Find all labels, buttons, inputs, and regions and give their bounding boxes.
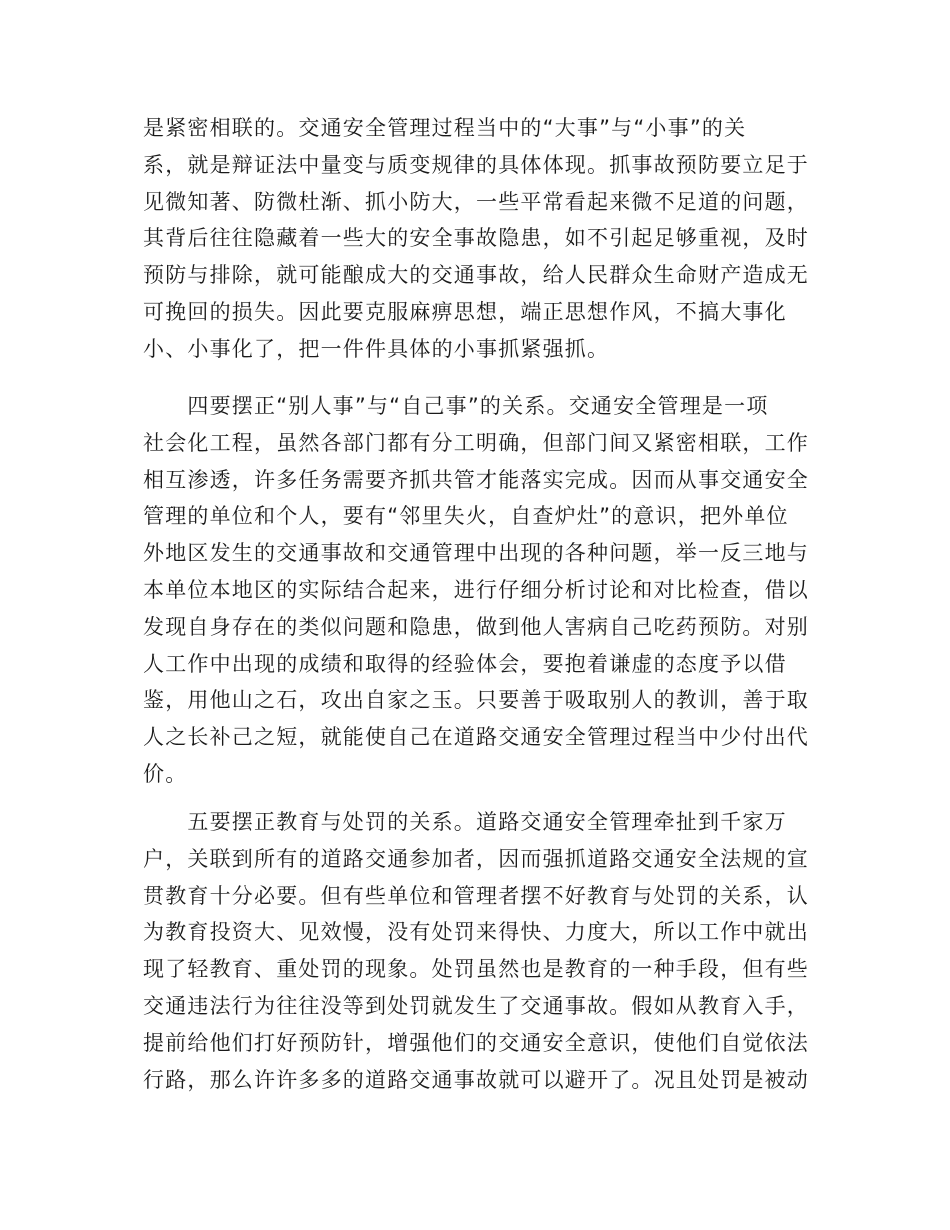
text-line: 四要摆正“别人事”与“自己事”的关系。交通安全管理是一项 [143,394,769,418]
text-line: 可挽回的损失。因此要克服麻痹思想，端正思想作风，不搞大事化 [143,299,787,324]
text-line: 预防与排除，就可能酿成大的交通事故，给人民群众生命财产造成无 [143,263,809,288]
text-line: 提前给他们打好预防针，增强他们的交通安全意识，使他们自觉依法 [143,1030,809,1055]
text-line: 其背后往往隐藏着一些大的安全事故隐患，如不引起足够重视，及时 [143,226,809,251]
text-line: 社会化工程，虽然各部门都有分工明确，但部门间又紧密相联，工作 [143,430,809,455]
text-line: 现了轻教育、重处罚的现象。处罚虽然也是教育的一种手段，但有些 [143,957,809,982]
text-line: 是紧密相联的。交通安全管理过程当中的“大事”与“小事”的关 [143,116,747,140]
text-line: 鉴，用他山之石，攻出自家之玉。只要善于吸取别人的教训，善于取 [143,688,809,713]
text-line: 五要摆正教育与处罚的关系。道路交通安全管理牵扯到千家万 [143,810,787,834]
text-line: 交通违法行为往往没等到处罚就发生了交通事故。假如从教育入手， [143,993,809,1018]
paragraph-2 [143,388,810,793]
text-line: 外地区发生的交通事故和交通管理中出现的各种问题，举一反三地与 [143,541,809,566]
text-line: 发现自身存在的类似问题和隐患，做到他人害病自己吃药预防。对别 [143,614,809,639]
paragraph-3 [143,804,810,1098]
paragraph-1 [143,110,810,368]
text-line: 管理的单位和个人，要有“邻里失火，自查炉灶”的意识，把外单位 [143,504,789,529]
text-line: 本单位本地区的实际结合起来，进行仔细分析讨论和对比检查，借以 [143,577,809,602]
text-line: 贯教育十分必要。但有些单位和管理者摆不好教育与处罚的关系，认 [143,883,809,908]
text-line: 价。 [143,761,188,786]
text-line: 人之长补己之短，就能使自己在道路交通安全管理过程当中少付出代 [143,725,809,750]
text-line: 系，就是辩证法中量变与质变规律的具体体现。抓事故预防要立足于 [143,152,809,177]
text-line: 相互渗透，许多任务需要齐抓共管才能落实完成。因而从事交通安全 [143,467,809,492]
text-line: 行路，那么许许多多的道路交通事故就可以避开了。况且处罚是被动 [143,1067,809,1092]
text-line: 见微知著、防微杜渐、抓小防大，一些平常看起来微不足道的问题， [143,189,809,214]
text-line: 为教育投资大、见效慢，没有处罚来得快、力度大，所以工作中就出 [143,920,809,945]
text-line: 小、小事化了，把一件件具体的小事抓紧强抓。 [143,336,610,361]
text-line: 人工作中出现的成绩和取得的经验体会，要抱着谦虚的态度予以借 [143,651,787,676]
text-line: 户，关联到所有的道路交通参加者，因而强抓道路交通安全法规的宣 [143,846,809,871]
